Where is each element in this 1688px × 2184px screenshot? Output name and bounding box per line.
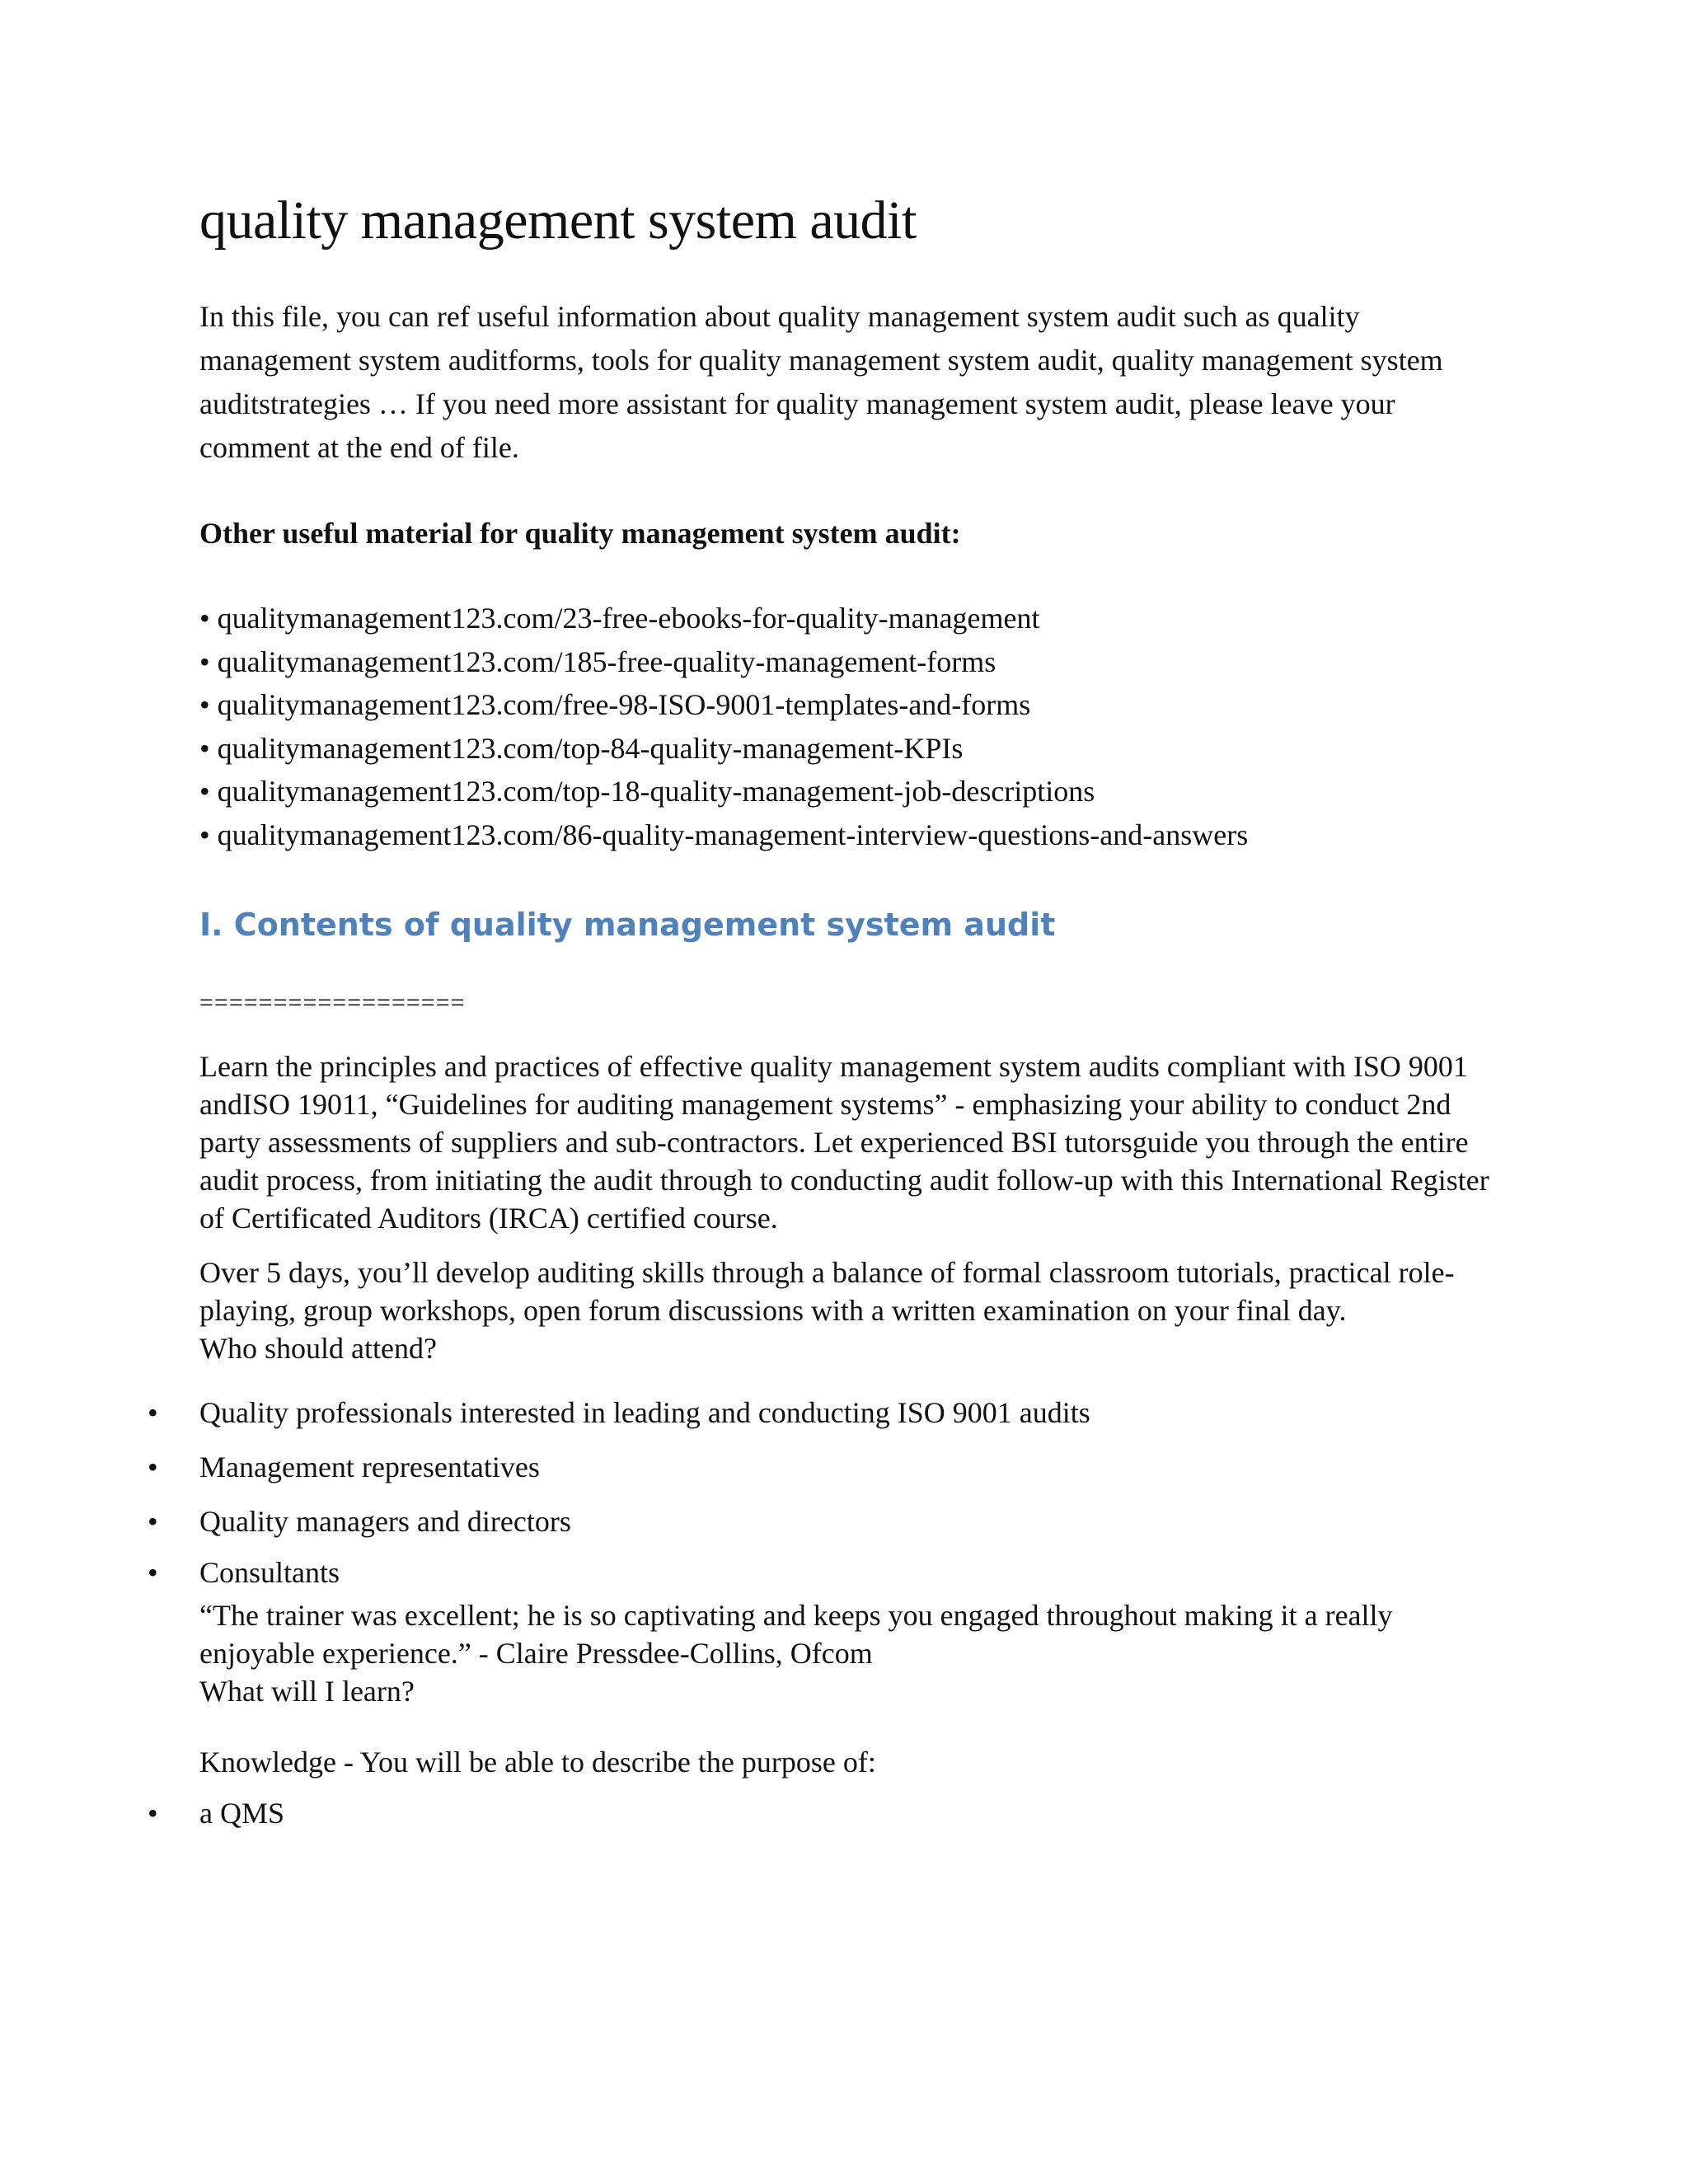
resource-link[interactable]: • qualitymanagement123.com/86-quality-management-interview-questions-and-answers (199, 818, 1249, 851)
resource-link[interactable]: • qualitymanagement123.com/free-98-ISO-9001-templates-and-forms (199, 688, 1031, 721)
list-item (148, 1549, 1502, 1596)
bullet-icon: • (148, 1451, 158, 1483)
resource-link[interactable]: • qualitymanagement123.com/top-18-quality-management-job-descriptions (199, 775, 1095, 808)
attendee-label: Quality managers and directors (199, 1505, 571, 1538)
resource-link[interactable]: • qualitymanagement123.com/23-free-ebooks-for-quality-management (199, 602, 1040, 635)
attendee-label: Quality professionals interested in leading and conducting ISO 9001 audits (199, 1396, 1090, 1429)
what-learn-heading: What will I learn? (199, 1675, 415, 1708)
resource-link[interactable]: • qualitymanagement123.com/185-free-quality-management-forms (199, 644, 996, 678)
document-title: quality management system audit (199, 190, 917, 251)
other-material-heading: Other useful material for quality management system audit: (199, 517, 961, 550)
bullet-icon: • (148, 1505, 158, 1538)
testimonial-quote: “The trainer was excellent; he is so captivating and keeps you engaged throughout making it a really enjoyable experience.” - Claire Pressdee-Collins, Ofcom (199, 1599, 1393, 1670)
knowledge-item-label: a QMS (199, 1797, 285, 1830)
who-attend-heading: Who should attend? (199, 1332, 437, 1365)
course-duration-paragraph: Over 5 days, you’ll develop auditing skills through a balance of formal classroom tutorials, practical role-playing, group workshops, open forum discussions with a written examination on your final day. (199, 1256, 1455, 1327)
list-item (148, 1385, 1502, 1440)
resource-link[interactable]: • qualitymanagement123.com/top-84-quality-management-KPIs (199, 731, 964, 765)
resource-link-list (199, 597, 1502, 856)
list-item (148, 1786, 1502, 1840)
attendee-label: Consultants (199, 1556, 340, 1589)
course-description-paragraph: Learn the principles and practices of effective quality management system audits compliant with ISO 9001 andISO 19011, “Guidelines for auditing management systems” - emphasizing your ability to conduct 2nd party assessments of suppliers and sub-contractors. Let experienced BSI tutorsguide you through the entire audit process, from initiating the audit through to conducting audit follow-up with this International Register of Certificated Auditors (IRCA) certified course. (199, 1050, 1489, 1235)
document-body (148, 188, 1502, 1840)
list-item (148, 1494, 1502, 1549)
attendee-label: Management representatives (199, 1451, 540, 1483)
separator-line: ================== (199, 989, 466, 1016)
intro-paragraph: In this file, you can ref useful information about quality management system audit such as quality management system auditforms, tools for quality management system audit, quality management system auditstrategies … If you need more assistant for quality management system audit, please leave your comment at the end of file. (199, 300, 1443, 464)
bullet-icon: • (148, 1797, 158, 1830)
section-heading-contents: I. Contents of quality management system audit (199, 907, 1056, 943)
bullet-icon: • (148, 1396, 158, 1429)
bullet-icon: • (148, 1556, 158, 1589)
knowledge-list (148, 1786, 1502, 1840)
list-item (148, 1440, 1502, 1494)
attendee-list (148, 1385, 1502, 1596)
knowledge-intro: Knowledge - You will be able to describe the purpose of: (199, 1746, 876, 1779)
